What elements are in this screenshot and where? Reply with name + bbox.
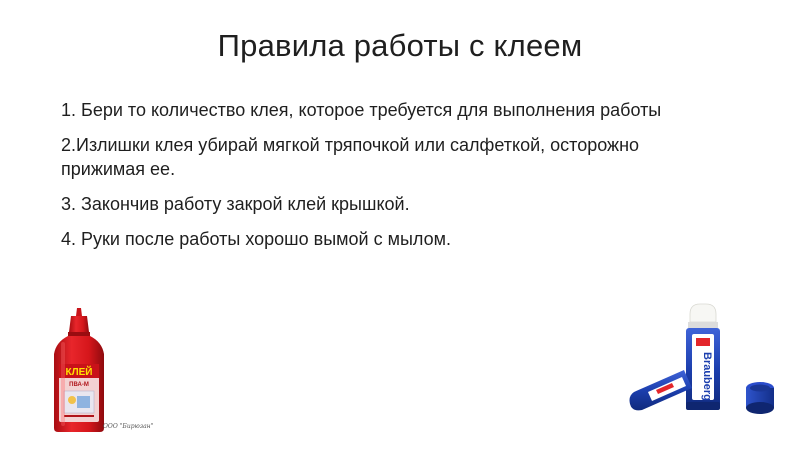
rule-3: 3. Закончив работу закрой клей крышкой. bbox=[61, 194, 410, 214]
bottle-cap bbox=[69, 316, 89, 332]
slide-title: Правила работы с клеем bbox=[217, 28, 583, 63]
rule-4: 4. Руки после работы хорошо вымой с мылом. bbox=[61, 229, 451, 249]
bottle-caption: ООО "Бирюзан" bbox=[103, 423, 154, 430]
glue-stick-brand: Brauberg bbox=[701, 352, 713, 401]
rule-1: 1. Бери то количество клея, которое требуется для выполнения работы bbox=[61, 100, 662, 120]
glue-stick-cap bbox=[746, 382, 774, 414]
glue-bottle-image bbox=[44, 306, 114, 434]
glue-stick-standing bbox=[686, 304, 720, 410]
rule-2: 2.Излишки клея убирай мягкой тряпочкой или салфеткой, осторожно прижимая ее. bbox=[61, 135, 640, 179]
bottle-label: КЛЕЙ bbox=[65, 367, 93, 378]
glue-stick-image bbox=[626, 300, 786, 422]
bottle-sublabel: ПВА-М bbox=[69, 382, 89, 388]
rules-list bbox=[61, 98, 711, 262]
bottle-nozzle bbox=[76, 308, 82, 316]
glue-stick-lying bbox=[630, 370, 693, 410]
